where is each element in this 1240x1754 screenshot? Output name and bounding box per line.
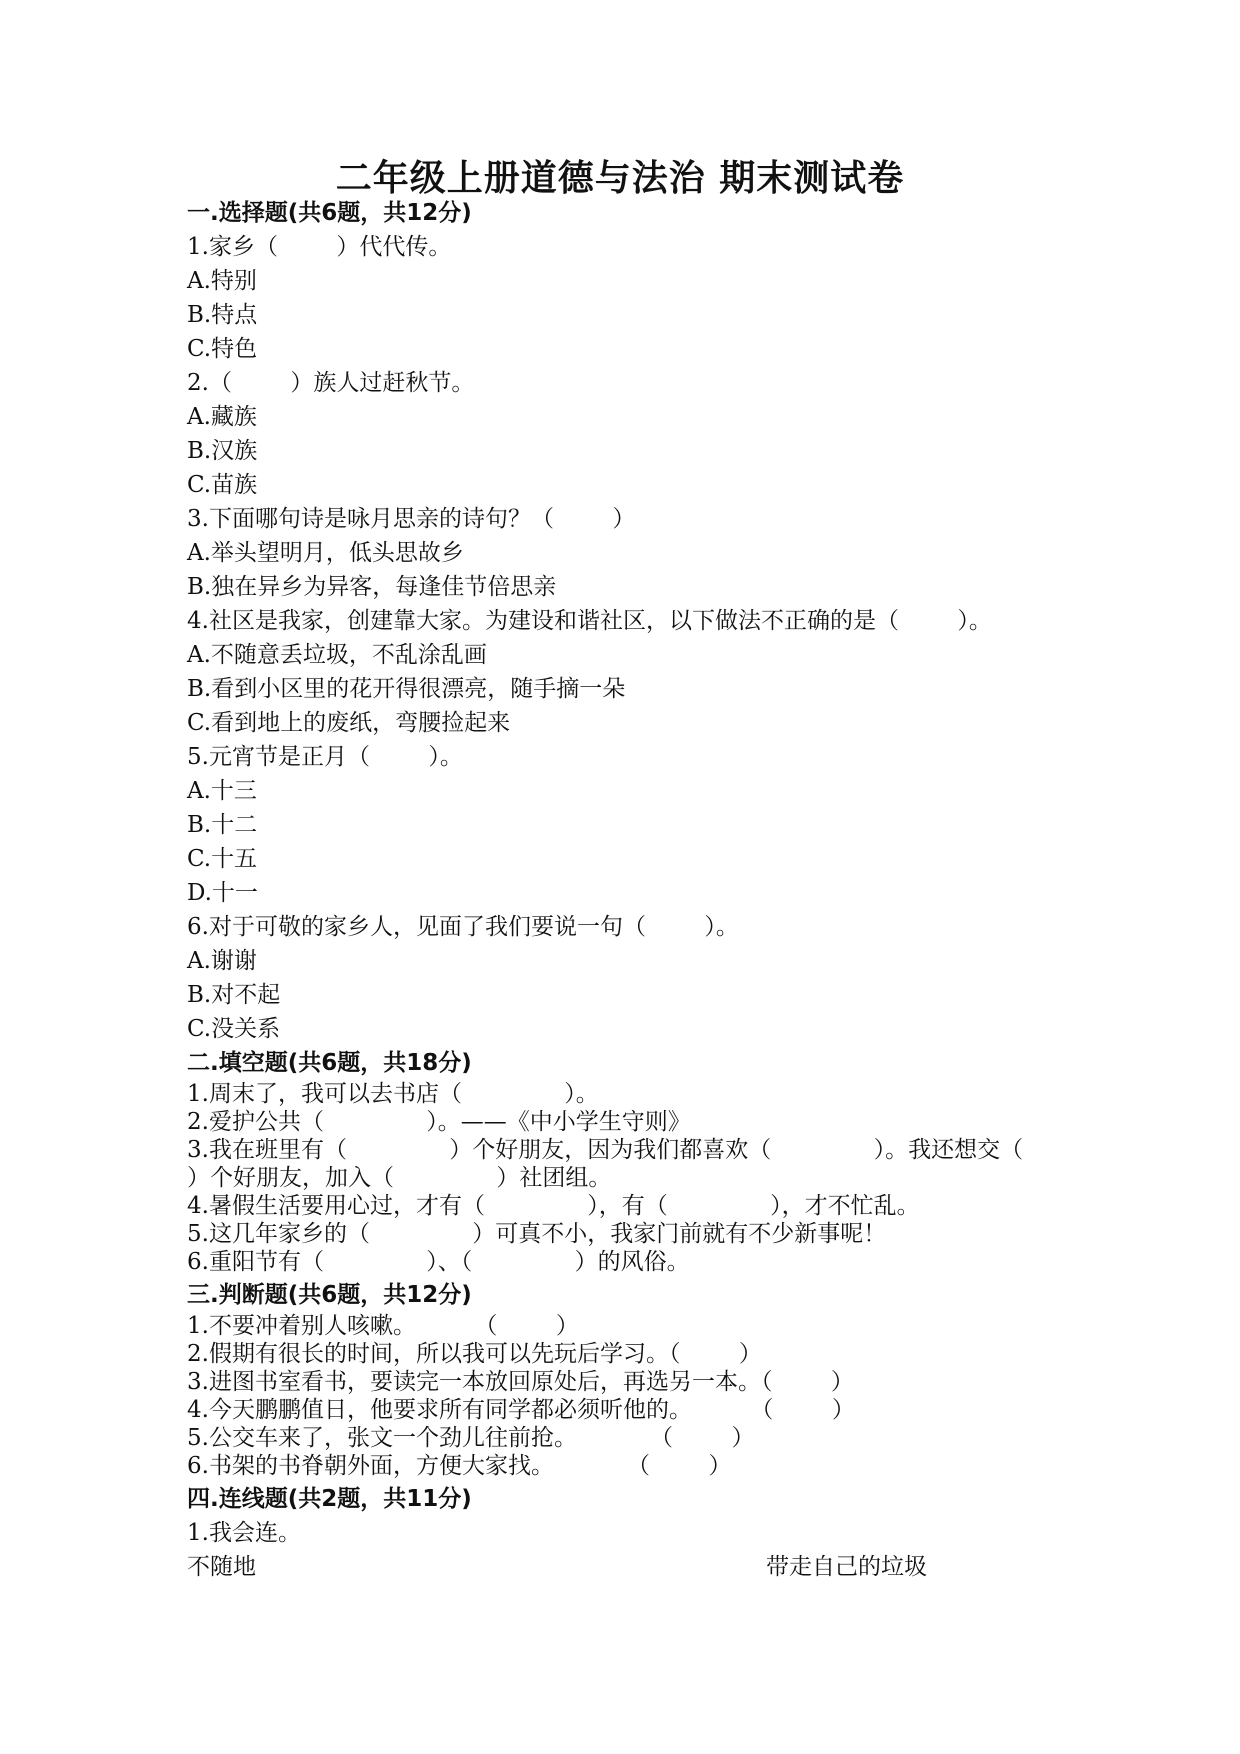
choice-questions	[187, 230, 1067, 1046]
question-stem: 1.家乡（ ）代代传。	[187, 234, 452, 260]
answer-option[interactable]: A.藏族	[187, 404, 257, 430]
answer-option[interactable]: C.特色	[187, 336, 258, 362]
answer-option[interactable]: B.十二	[187, 812, 258, 838]
section-heading-judge: 三.判断题(共6题，共12分)	[187, 1282, 472, 1308]
fill-question: 5.这几年家乡的（ ）可真不小，我家门前就有不少新事呢！	[187, 1221, 887, 1247]
exam-content	[187, 196, 1126, 1584]
judge-question: 3.进图书室看书，要读完一本放回原处后，再选另一本。（ ）	[187, 1369, 854, 1395]
answer-option[interactable]: A.谢谢	[187, 948, 257, 974]
connect-left-item[interactable]: 不随地	[187, 1554, 256, 1580]
answer-option[interactable]: C.十五	[187, 846, 258, 872]
answer-option[interactable]: C.没关系	[187, 1016, 281, 1042]
question-stem: 2.（ ）族人过赶秋节。	[187, 370, 475, 396]
judge-question: 2.假期有很长的时间，所以我可以先玩后学习。（ ）	[187, 1341, 762, 1367]
answer-option[interactable]: B.对不起	[187, 982, 281, 1008]
section-heading-choice: 一.选择题(共6题，共12分)	[187, 200, 472, 226]
fill-questions	[187, 1080, 1126, 1276]
connect-right-item[interactable]: 带走自己的垃圾	[766, 1554, 927, 1580]
fill-question: 1.周末了，我可以去书店（ ）。	[187, 1081, 599, 1107]
answer-option[interactable]: A.特别	[187, 268, 257, 294]
answer-option[interactable]: D.十一	[187, 880, 258, 906]
answer-option[interactable]: A.十三	[187, 778, 257, 804]
judge-questions	[187, 1312, 1067, 1480]
connect-question: 1.我会连。	[187, 1520, 301, 1546]
answer-option[interactable]: B.特点	[187, 302, 258, 328]
answer-option[interactable]: B.独在异乡为异客，每逢佳节倍思亲	[187, 574, 557, 600]
connect-row	[187, 1550, 927, 1584]
answer-option[interactable]: C.苗族	[187, 472, 258, 498]
judge-question: 6.书架的书脊朝外面，方便大家找。 （ ）	[187, 1453, 732, 1479]
section-heading-connect: 四.连线题(共2题，共11分)	[187, 1486, 472, 1512]
answer-option[interactable]: A.举头望明月，低头思故乡	[187, 540, 464, 566]
answer-option[interactable]: C.看到地上的废纸，弯腰捡起来	[187, 710, 511, 736]
page-title: 二年级上册道德与法治 期末测试卷	[335, 158, 905, 199]
answer-option[interactable]: B.汉族	[187, 438, 258, 464]
fill-question: 4.暑假生活要用心过，才有（ ），有（ ），才不忙乱。	[187, 1193, 920, 1219]
fill-question: 6.重阳节有（ ）、（ ）的风俗。	[187, 1249, 690, 1275]
answer-option[interactable]: A.不随意丢垃圾，不乱涂乱画	[187, 642, 487, 668]
fill-question: 3.我在班里有（ ）个好朋友，因为我们都喜欢（ ）。我还想交（ ）个好朋友，加入（ ）社团组。	[187, 1137, 1126, 1191]
question-stem: 3.下面哪句诗是咏月思亲的诗句？（ ）	[187, 506, 636, 532]
judge-question: 5.公交车来了，张文一个劲儿往前抢。 （ ）	[187, 1425, 755, 1451]
answer-option[interactable]: B.看到小区里的花开得很漂亮，随手摘一朵	[187, 676, 626, 702]
question-stem: 6.对于可敬的家乡人，见面了我们要说一句（ ）。	[187, 914, 739, 940]
judge-question: 1.不要冲着别人咳嗽。 （ ）	[187, 1313, 579, 1339]
judge-question: 4.今天鹏鹏值日，他要求所有同学都必须听他的。 （ ）	[187, 1397, 855, 1423]
question-stem: 4.社区是我家，创建靠大家。为建设和谐社区，以下做法不正确的是（ ）。	[187, 608, 992, 634]
fill-question: 2.爱护公共（ ）。——《中小学生守则》	[187, 1109, 691, 1135]
question-stem: 5.元宵节是正月（ ）。	[187, 744, 463, 770]
section-heading-fill: 二.填空题(共6题，共18分)	[187, 1050, 472, 1076]
